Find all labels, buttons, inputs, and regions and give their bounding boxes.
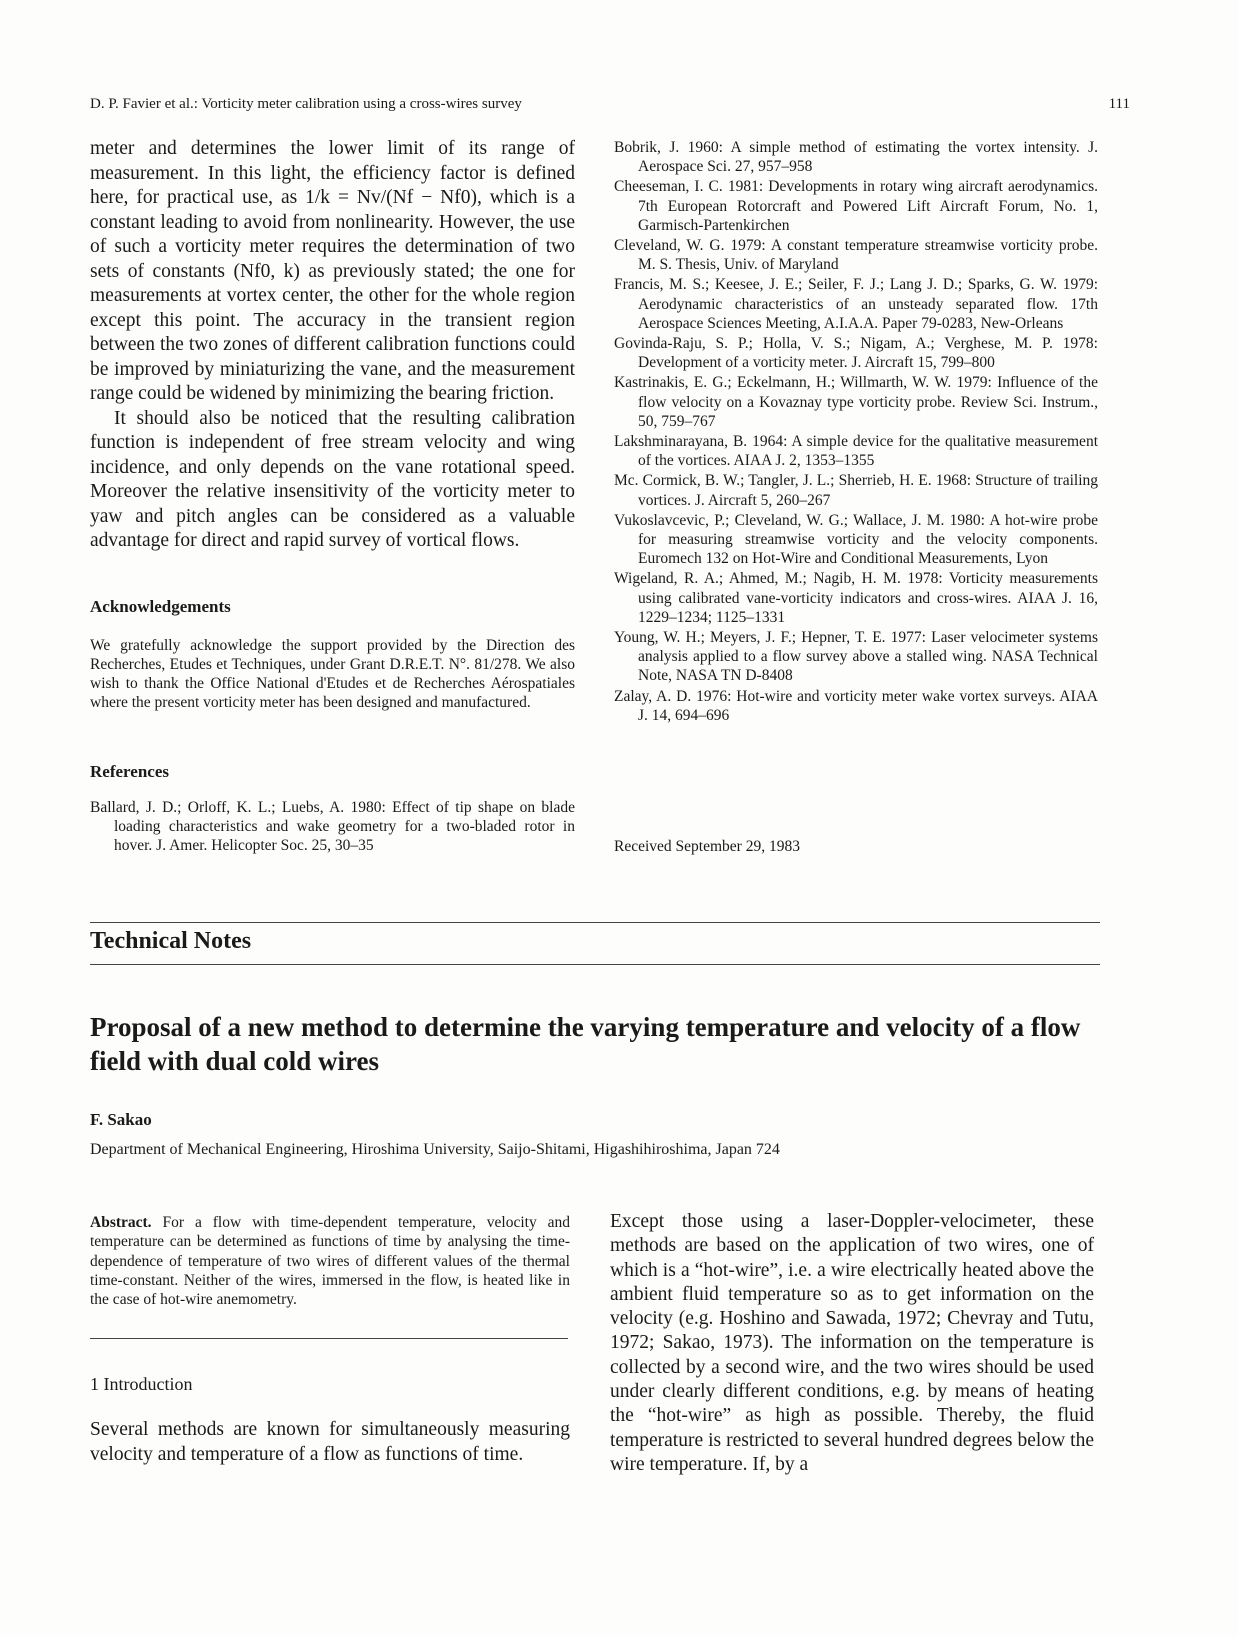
reference-item: Ballard, J. D.; Orloff, K. L.; Luebs, A. 1980: Effect of tip shape on blade loading characteristics and wake geometry for a two-bladed rotor in hover. J. Amer. Helicopter Soc. 25, 30–35 [90,799,575,855]
continuation-paragraph: meter and determines the lower limit of its range of measurement. In this light, the efficiency factor is defined here, for practical use, as 1/k = Nv/(Nf − Nf0), which is a constant leading to avoid from nonlinearity. However, the use of such a vorticity meter requires the determination of two sets of constants (Nf0, k) as previously stated; the one for measurements at vortex center, the other for the whole region except this point. The accuracy in the transient region between the two zones of different calibration functions could be improved by miniaturizing the vane, and the measurement range could be widened by minimizing the bearing friction. [90,138,575,404]
reference-item: Mc. Cormick, B. W.; Tangler, J. L.; Sherrieb, H. E. 1968: Structure of trailing vortices. J. Aircraft 5, 260–267 [614,472,1098,509]
calibration-paragraph: It should also be noticed that the resulting calibration function is independent of free stream velocity and wing incidence, and only depends on the vane rotational speed. Moreover the relative insensitivity of the vorticity meter to yaw and pitch angles can be considered as a valuable advantage for direct and rapid survey of vortical flows. [90,407,575,551]
author: F. Sakao [90,1110,152,1129]
section-rule-bottom [90,964,1100,965]
page-number: 111 [1108,96,1130,112]
abstract-label: Abstract. [90,1214,152,1231]
reference-list-left [90,798,575,857]
running-head [90,96,1130,113]
running-head-title: D. P. Favier et al.: Vorticity meter calibration using a cross-wires survey [90,96,522,112]
technical-notes-heading: Technical Notes [90,928,252,954]
introduction-heading: 1 Introduction [90,1374,193,1394]
reference-item: Young, W. H.; Meyers, J. F.; Hepner, T. E. 1977: Laser velocimeter systems analysis applied to a flow survey above a stalled wing. NASA Technical Note, NASA TN D-8408 [614,629,1098,685]
reference-item: Govinda-Raju, S. P.; Holla, V. S.; Nigam, A.; Verghese, M. P. 1978: Development of a vorticity meter. J. Aircraft 15, 799–800 [614,335,1098,372]
reference-item: Cheeseman, I. C. 1981: Developments in rotary wing aircraft aerodynamics. 7th European Rotorcraft and Powered Lift Aircraft Forum, No. 1, Garmisch-Partenkirchen [614,178,1098,234]
abstract-rule [90,1338,568,1339]
reference-item: Vukoslavcevic, P.; Cleveland, W. G.; Wallace, J. M. 1980: A hot-wire probe for measuring streamwise vorticity and the velocity components. Euromech 132 on Hot-Wire and Conditional Measurements, Lyon [614,511,1098,568]
article-title: Proposal of a new method to determine the varying temperature and velocity of a flow field with dual cold wires [90,1012,1081,1076]
abstract [90,1213,570,1309]
abstract-text: For a flow with time-dependent temperature, velocity and temperature can be determined as functions of time by analysing the time-dependence of temperature of two wires of different values of the thermal time-constant. Neither of the wires, immersed in the flow, is heated like in the case of hot-wire anemometry. [90,1214,571,1309]
reference-item: Lakshminarayana, B. 1964: A simple device for the qualitative measurement of the vortices. AIAA J. 2, 1353–1355 [614,433,1098,470]
section-rule-top [90,922,1100,923]
reference-item: Francis, M. S.; Keesee, J. E.; Seiler, F. J.; Lang J. D.; Sparks, G. W. 1979: Aerodynamic characteristics of an unsteady separated flow. 17th Aerospace Sciences Meeting, A.I.A.A. Paper 79-0283, New-Orleans [614,276,1098,332]
introduction-text-left: Several methods are known for simultaneously measuring velocity and temperature of a flow as functions of time. [90,1419,570,1465]
introduction-text-right: Except those using a laser-Doppler-velocimeter, these methods are based on the application of two wires, one of which is a “hot-wire”, i.e. a wire electrically heated above the ambient fluid temperature so as to get information on the velocity (e.g. Hoshino and Sawada, 1972; Chevray and Tutu, 1972; Sakao, 1973). The information on the temperature is collected by a second wire, and the two wires should be used under clearly different conditions, e.g. by means of heating the “hot-wire” as high as possible. Thereby, the fluid temperature is restricted to several hundred degrees below the wire temperature. If, by a [610,1211,1094,1475]
acknowledgements-text: We gratefully acknowledge the support provided by the Direction des Recherches, Etudes et Techniques, under Grant D.R.E.T. N°. 81/278. We also wish to thank the Office National d'Etudes et de Recherches Aérospatiales where the present vorticity meter has been designed and manufactured. [90,637,575,711]
received-date: Received September 29, 1983 [614,838,800,855]
reference-item: Wigeland, R. A.; Ahmed, M.; Nagib, H. M. 1978: Vorticity measurements using calibrated vane-vorticity indicators and cross-wires. AIAA J. 16, 1229–1234; 1125–1331 [614,570,1098,626]
acknowledgements-heading: Acknowledgements [90,597,231,616]
left-column-body [90,137,575,554]
reference-item: Bobrik, J. 1960: A simple method of estimating the vortex intensity. J. Aerospace Sci. 27, 957–958 [614,139,1098,176]
affiliation: Department of Mechanical Engineering, Hiroshima University, Saijo-Shitami, Higashihiroshima, Japan 724 [90,1141,780,1158]
reference-item: Zalay, A. D. 1976: Hot-wire and vorticity meter wake vortex surveys. AIAA J. 14, 694–696 [614,687,1098,724]
reference-item: Kastrinakis, E. G.; Eckelmann, H.; Willmarth, W. W. 1979: Influence of the flow velocity on a Kovaznay type vorticity probe. Review Sci. Instrum., 50, 759–767 [614,374,1098,430]
reference-item: Cleveland, W. G. 1979: A constant temperature streamwise vorticity probe. M. S. Thesis, Univ. of Maryland [614,237,1098,274]
references-heading: References [90,762,169,781]
reference-list-right [614,138,1098,726]
